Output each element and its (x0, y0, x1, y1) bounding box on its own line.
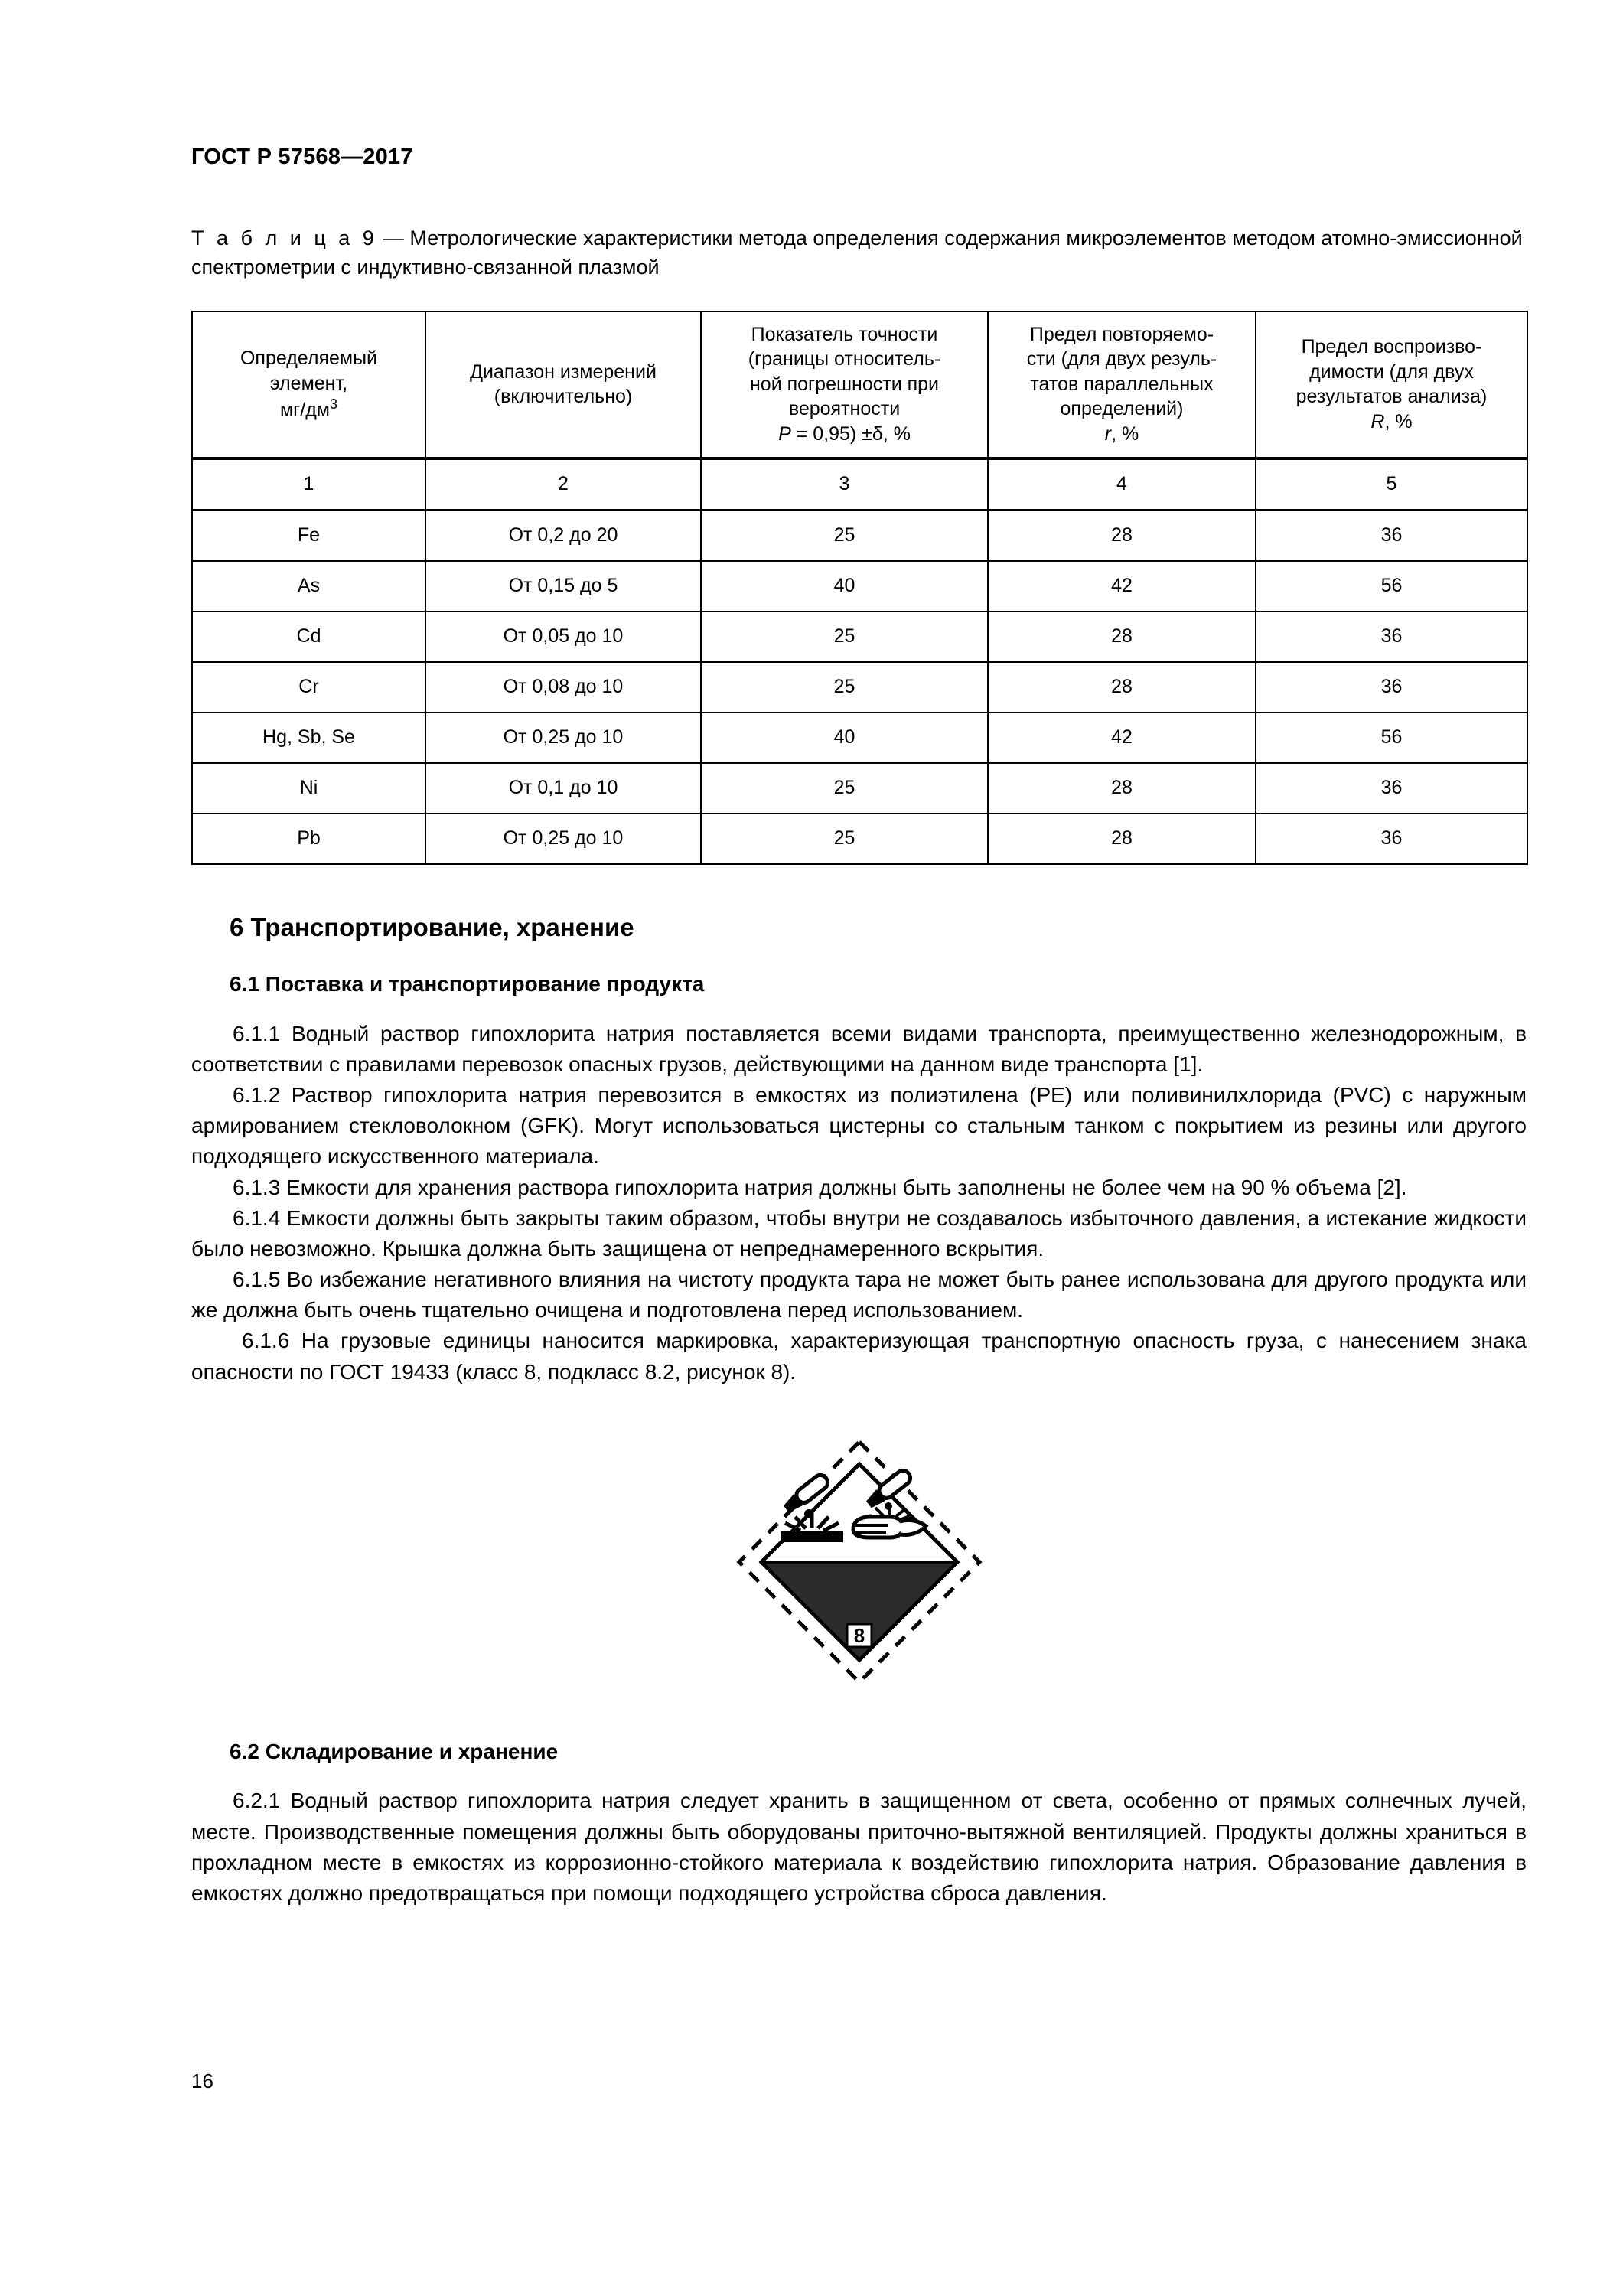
column-header-reproducibility-line4: , % (1384, 410, 1413, 432)
column-header-repeatability-symbol: r (1104, 422, 1112, 445)
column-header-reproducibility-line3: результатов анализа) (1295, 386, 1488, 408)
section-heading-6-2: 6.2 Складирование и хранение (230, 1739, 559, 1763)
column-header-reproducibility (1256, 311, 1527, 458)
table-caption-label: Т а б л и ц а 9 (191, 226, 378, 249)
cell-element: Cr (192, 662, 425, 713)
column-header-accuracy-line1: Показатель точности (751, 323, 938, 345)
paragraph-6-1-2: 6.1.2 Раствор гипохлорита натрия перевозится в емкостях из полиэтилена (PE) или поливинилхлорида (PVC) с наружным армированием стекловолокном (GFK). Могут использоваться цистерны со стальным танком с покрытием из резины или другого подходящего искусственного материала. (191, 1083, 1527, 1169)
column-header-repeatability-line5: , % (1111, 422, 1139, 445)
column-header-element (192, 311, 425, 458)
column-header-element-line1: Определяемый (240, 347, 378, 370)
cell-range: От 0,2 до 20 (425, 510, 701, 561)
cell-repeatability: 28 (988, 763, 1256, 814)
column-header-repeatability-line2: сти (для двух резуль- (1026, 348, 1217, 370)
table-header-row (192, 311, 1527, 458)
paragraph-6-1-1: 6.1.1 Водный раствор гипохлорита натрия поставляется всеми видами транспорта, преимущественно железнодорожным, в соответствии с правилами перевозок опасных грузов, действующими на данном виде транспорта [1]. (191, 1021, 1527, 1076)
column-number-1: 1 (192, 458, 425, 510)
column-header-element-unit: мг/дм (279, 399, 330, 421)
cell-element: Pb (192, 814, 425, 864)
column-number-3: 3 (701, 458, 988, 510)
cell-reproducibility: 56 (1256, 713, 1527, 763)
cell-accuracy: 25 (701, 814, 988, 864)
metrological-characteristics-table (191, 311, 1528, 865)
cell-element: Cd (192, 612, 425, 662)
column-header-accuracy (701, 311, 988, 458)
table-row (192, 612, 1527, 662)
column-header-accuracy-line5: = 0,95) ±δ, % (790, 422, 911, 445)
column-header-element-line2: элемент, (269, 372, 348, 394)
cell-accuracy: 25 (701, 763, 988, 814)
table-caption-text: Метрологические характеристики метода определения содержания микроэлементов методом атомно-эмиссионной спектрометрии с индуктивно-связанной плазмой (191, 226, 1523, 279)
column-header-accuracy-line2: (границы относитель- (748, 348, 941, 370)
cell-element: Fe (192, 510, 425, 561)
hazard-class-digit-box (847, 1624, 872, 1647)
corrosive-hazard-svg (733, 1436, 986, 1688)
section-heading-6: 6 Транспортирование, хранение (230, 912, 634, 941)
column-header-reproducibility-line1: Предел воспроизво- (1301, 336, 1482, 358)
cell-accuracy: 25 (701, 662, 988, 713)
cell-range: От 0,15 до 5 (425, 561, 701, 612)
column-header-reproducibility-line2: димости (для двух (1309, 360, 1474, 383)
column-header-repeatability (988, 311, 1256, 458)
column-header-accuracy-line4: вероятности (788, 398, 901, 420)
cell-element: Hg, Sb, Se (192, 713, 425, 763)
cell-reproducibility: 36 (1256, 814, 1527, 864)
cell-accuracy: 25 (701, 510, 988, 561)
column-header-reproducibility-symbol: R (1370, 410, 1385, 432)
page-number: 16 (191, 2069, 213, 2092)
cell-reproducibility: 36 (1256, 510, 1527, 561)
page-content (191, 0, 1527, 1909)
hazard-class-digit: 8 (853, 1624, 865, 1648)
column-number-4: 4 (988, 458, 1256, 510)
column-header-repeatability-line3: татов параллельных (1030, 373, 1214, 395)
column-header-repeatability-line1: Предел повторяемо- (1029, 323, 1214, 345)
cell-reproducibility: 36 (1256, 662, 1527, 713)
cell-accuracy: 25 (701, 612, 988, 662)
cell-reproducibility: 56 (1256, 561, 1527, 612)
table-row (192, 510, 1527, 561)
table-row (192, 662, 1527, 713)
table-row (192, 713, 1527, 763)
cell-repeatability: 28 (988, 814, 1256, 864)
table-caption (191, 223, 1527, 282)
cell-repeatability: 42 (988, 713, 1256, 763)
paragraph-6-2-1: 6.2.1 Водный раствор гипохлорита натрия следует хранить в защищенном от света, особенно от прямых солнечных лучей, месте. Производственные помещения должны быть оборудованы приточно-вытяжной вентиляцией. Продукты должны храниться в прохладном месте в емкостях из коррозионно-стойкого материала к воздействию гипохлорита натрия. Образование давления в емкостях должно предотвращаться при помощи подходящего устройства сброса давления. (191, 1789, 1527, 1905)
paragraph-6-1-3: 6.1.3 Емкости для хранения раствора гипохлорита натрия должны быть заполнены не более чем на 90 % объема [2]. (233, 1175, 1407, 1199)
cell-reproducibility: 36 (1256, 612, 1527, 662)
column-header-repeatability-line4: определений) (1060, 398, 1184, 420)
cell-element: As (192, 561, 425, 612)
table-caption-dash: — (377, 226, 410, 249)
column-header-accuracy-line3: ной погрешности при (749, 373, 940, 395)
table-head (192, 311, 1527, 458)
column-header-accuracy-symbol: P (778, 422, 791, 445)
cell-reproducibility: 36 (1256, 763, 1527, 814)
cell-range: От 0,1 до 10 (425, 763, 701, 814)
column-header-range-line2: (включительно) (494, 386, 633, 408)
cell-repeatability: 28 (988, 510, 1256, 561)
cell-repeatability: 28 (988, 662, 1256, 713)
cell-accuracy: 40 (701, 713, 988, 763)
column-number-5: 5 (1256, 458, 1527, 510)
cell-accuracy: 40 (701, 561, 988, 612)
document-header-standard-id: ГОСТ Р 57568—2017 (191, 145, 413, 169)
table-row (192, 763, 1527, 814)
table-row (192, 814, 1527, 864)
table-body (192, 510, 1527, 864)
cell-range: От 0,25 до 10 (425, 713, 701, 763)
column-header-element-unit-exponent: 3 (330, 396, 338, 413)
paragraph-6-1-5: 6.1.5 Во избежание негативного влияния на чистоту продукта тара не может быть ранее использована для другого продукта или же должна быть очень тщательно очищена и подготовлена перед использованием. (191, 1267, 1527, 1322)
column-header-range (425, 311, 701, 458)
cell-range: От 0,05 до 10 (425, 612, 701, 662)
paragraph-6-1-6: 6.1.6 На грузовые единицы наносится маркировка, характеризующая транспортную опасность груза, с нанесением знака опасности по ГОСТ 19433 (класс 8, подкласс 8.2, рисунок 8). (191, 1329, 1527, 1384)
cell-repeatability: 28 (988, 612, 1256, 662)
corrosive-hazard-icon (733, 1436, 986, 1688)
table-row (192, 458, 1527, 510)
cell-range: От 0,25 до 10 (425, 814, 701, 864)
section-heading-6-1: 6.1 Поставка и транспортирование продукта (230, 972, 705, 996)
column-number-2: 2 (425, 458, 701, 510)
table-column-numbers (192, 458, 1527, 510)
column-header-range-line1: Диапазон измерений (470, 360, 657, 383)
cell-element: Ni (192, 763, 425, 814)
hazard-label-figure (191, 1430, 1527, 1694)
paragraph-6-1-4: 6.1.4 Емкости должны быть закрыты таким образом, чтобы внутри не создавалось избыточного давления, а истекание жидкости было невозможно. Крышка должна быть защищена от непреднамеренного вскрытия. (191, 1205, 1527, 1261)
cell-repeatability: 42 (988, 561, 1256, 612)
table-row (192, 561, 1527, 612)
cell-range: От 0,08 до 10 (425, 662, 701, 713)
